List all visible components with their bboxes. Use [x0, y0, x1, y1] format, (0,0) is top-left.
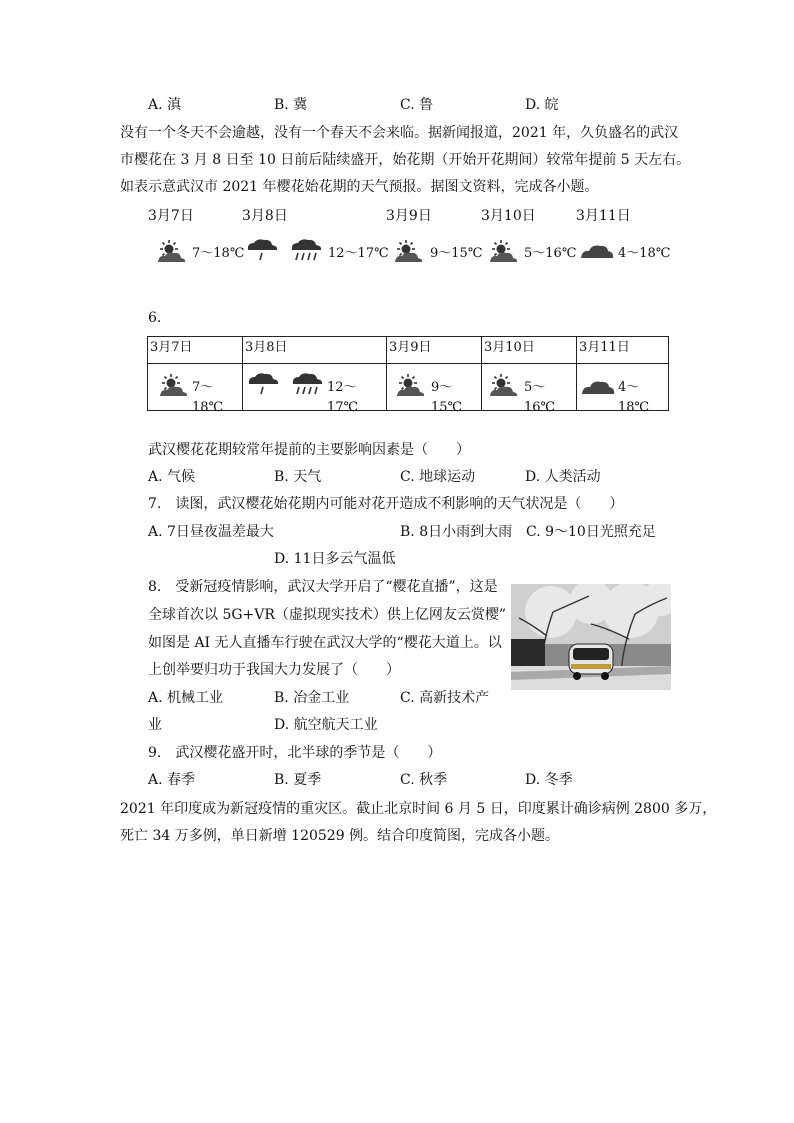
q8-option-b: B. 冶金工业 [274, 690, 350, 706]
table-temp: 12～17℃ [327, 380, 359, 415]
forecast-temp: 9～15℃ [430, 246, 483, 261]
table-temp: 4～18℃ [618, 380, 650, 415]
table-temp: 7～18℃ [192, 380, 224, 415]
sun-cloud-icon [393, 240, 425, 266]
prev-option-b: B. 冀 [274, 97, 308, 113]
sun-cloud-icon [395, 374, 427, 400]
india-line-2: 死亡 34 万多例，单日新增 120529 例。结合印度简图，完成各小题。 [120, 828, 560, 844]
q7-option-b: B. 8日小雨到大雨 [400, 524, 513, 540]
sun-cloud-icon [488, 374, 520, 400]
q6-option-a: A. 气候 [148, 469, 196, 485]
light-rain-icon [246, 238, 280, 266]
table-date: 3月7日 [150, 340, 193, 355]
q6-question: 武汉樱花花期较常年提前的主要影响因素是（ ） [148, 442, 470, 458]
q8-option-d: D. 航空航天工业 [274, 717, 378, 733]
forecast-date: 3月10日 [481, 208, 536, 224]
intro-line-3: 如表示意武汉市 2021 年樱花始花期的天气预报。据图文资料，完成各小题。 [120, 179, 599, 195]
table-date: 3月10日 [484, 340, 535, 355]
forecast-temp: 5～16℃ [524, 246, 577, 261]
forecast-date: 3月11日 [576, 208, 631, 224]
q6-option-b: B. 天气 [274, 469, 322, 485]
cherry-blossom-livestream-photo [511, 584, 671, 690]
sun-cloud-icon [488, 240, 520, 266]
q7-option-d: D. 11日多云气温低 [274, 551, 396, 567]
heavy-rain-icon [290, 238, 324, 266]
forecast-date: 3月9日 [386, 208, 432, 224]
table-date: 3月9日 [389, 340, 432, 355]
q9-option-a: A. 春季 [148, 772, 196, 788]
table-temp: 5～16℃ [524, 380, 556, 415]
q8-line-4: 上创举要归功于我国大力发展了（ ） [148, 662, 400, 678]
forecast-temp: 4～18℃ [618, 246, 671, 261]
forecast-temp: 12～17℃ [328, 246, 389, 261]
sun-cloud-icon [156, 240, 188, 266]
q9-option-d: D. 冬季 [525, 772, 573, 788]
table-date: 3月8日 [245, 340, 288, 355]
table-temp: 9～15℃ [431, 380, 463, 415]
forecast-date: 3月7日 [148, 208, 194, 224]
q7-question: 7. 读图，武汉樱花始花期内可能对花开造成不利影响的天气状况是（ ） [148, 496, 624, 512]
q8-option-c-wrap: 业 [148, 717, 162, 733]
q6-option-d: D. 人类活动 [525, 469, 601, 485]
q8-line-1: 8. 受新冠疫情影响，武汉大学开启了“樱花直播”，这是 [148, 579, 498, 595]
q7-option-c: C. 9～10日光照充足 [526, 524, 656, 540]
intro-line-1: 没有一个冬天不会逾越，没有一个春天不会来临。据新闻报道，2021 年，久负盛名的武汉 [120, 125, 679, 141]
cloudy-icon [580, 240, 616, 262]
intro-line-2: 市樱花在 3 月 8 日至 10 日前后陆续盛开，始花期（开始开花期间）较常年提前 5 天左右。 [120, 152, 691, 168]
prev-option-a: A. 滇 [148, 97, 182, 113]
heavy-rain-icon [291, 372, 325, 400]
q6-number: 6. [148, 310, 162, 326]
prev-option-d: D. 皖 [525, 97, 559, 113]
q7-option-a: A. 7日昼夜温差最大 [148, 524, 274, 540]
q6-option-c: C. 地球运动 [400, 469, 476, 485]
forecast-temp: 7～18℃ [192, 246, 245, 261]
cloudy-icon [581, 376, 617, 398]
sun-cloud-icon [158, 374, 190, 400]
q8-option-a: A. 机械工业 [148, 690, 224, 706]
q8-line-2: 全球首次以 5G+VR（虚拟现实技术）供上亿网友云赏樱” [148, 607, 507, 623]
table-date: 3月11日 [579, 340, 630, 355]
forecast-date: 3月8日 [242, 208, 288, 224]
india-line-1: 2021 年印度成为新冠疫情的重灾区。截止北京时间 6 月 5 日，印度累计确诊病例 2800 多万， [120, 801, 717, 817]
q9-option-b: B. 夏季 [274, 772, 322, 788]
q9-question: 9. 武汉樱花盛开时，北半球的季节是（ ） [148, 745, 442, 761]
q9-option-c: C. 秋季 [400, 772, 448, 788]
q8-line-3: 如图是 AI 无人直播车行驶在武汉大学的“樱花大道上。以 [148, 635, 502, 651]
q8-option-c: C. 高新技术产 [400, 690, 490, 706]
light-rain-icon [247, 372, 281, 400]
prev-option-c: C. 鲁 [400, 97, 434, 113]
forecast-table [147, 336, 669, 415]
